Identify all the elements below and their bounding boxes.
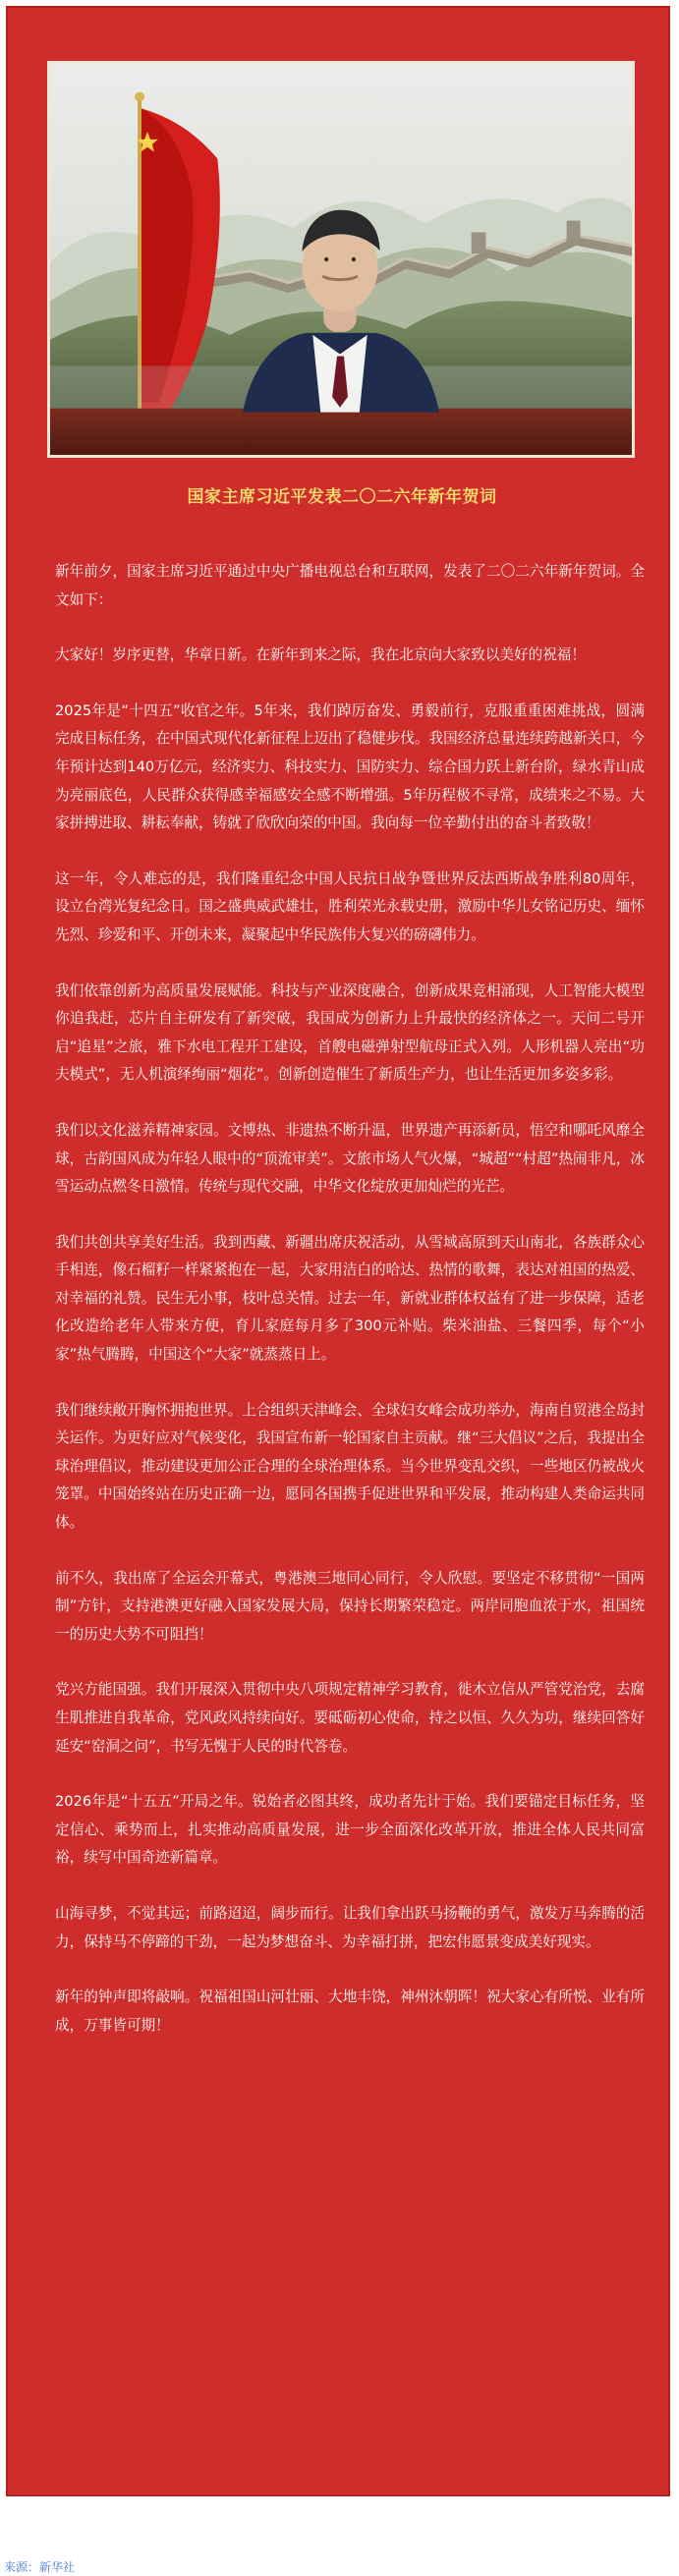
paragraph-11: 2026年是“十五五”开局之年。锐始者必图其终，成功者先计于始。我们要锚定目标任务，坚定信心、乘势而上，扎实推动高质量发展，进一步全面深化改革开放，推进全体人民共同富裕，续写中国奇迹新篇章。 — [55, 1793, 645, 1867]
paragraph-8: 我们继续敞开胸怀拥抱世界。上合组织天津峰会、全球妇女峰会成功举办，海南自贸港全岛封关运作。为更好应对气候变化，我国宣布新一轮国家自主贡献。继“三大倡议”之后，我提出全球治理倡议，推动建设更加公正合理的全球治理体系。当今世界变乱交织，一些地区仍被战火笼罩。中国始终站在历史正确一边，愿同各国携手促进世界和平发展，推动构建人类命运共同体。 — [55, 1401, 645, 1532]
paragraph-1: 新年前夕，国家主席习近平通过中央广播电视总台和互联网，发表了二〇二六年新年贺词。全文如下： — [55, 563, 645, 608]
paragraph-4: 这一年，令人难忘的是，我们隆重纪念中国人民抗日战争暨世界反法西斯战争胜利80周年，设立台湾光复纪念日。国之盛典威武雄壮，胜利荣光永载史册，激励中华儿女铭记历史、缅怀先烈、珍爱和平、开创未来，凝聚起中华民族伟大复兴的磅礴伟力。 — [55, 869, 645, 943]
paragraph-13: 新年的钟声即将敲响。祝福祖国山河壮丽、大地丰饶，神州沐朝晖！祝大家心有所悦、业有所成，万事皆可期！ — [55, 1988, 645, 2034]
paragraph-10: 党兴方能国强。我们开展深入贯彻中央八项规定精神学习教育，徙木立信从严管党治党，去腐生肌推进自我革命，党风政风持续向好。要砥砺初心使命，持之以恒、久久为功，继续回答好延安“窑洞之问”，书写无愧于人民的时代答卷。 — [55, 1681, 645, 1755]
article-title: 国家主席习近平发表二〇二六年新年贺词 — [187, 487, 497, 507]
article-body — [55, 558, 645, 2067]
paragraph-2: 大家好！岁序更替，华章日新。在新年到来之际，我在北京向大家致以美好的祝福！ — [55, 646, 586, 664]
photo-illustration — [50, 64, 632, 455]
paragraph-7: 我们共创共享美好生活。我到西藏、新疆出席庆祝活动，从雪域高原到天山南北，各族群众心手相连，像石榴籽一样紧紧抱在一起，大家用洁白的哈达、热情的歌舞，表达对祖国的热爱、对幸福的礼赞。民生无小事，枝叶总关情。过去一年，新就业群体权益有了进一步保障，适老化改造给老年人带来方便，育儿家庭每月多了300元补贴。柴米油盐、三餐四季，每个“小家”热气腾腾，中国这个“大家”就蒸蒸日上。 — [55, 1233, 645, 1364]
paragraph-3: 2025年是“十四五”收官之年。5年来，我们踔厉奋发、勇毅前行，克服重重困难挑战，圆满完成目标任务，在中国式现代化新征程上迈出了稳健步伐。我国经济总量连续跨越新关口，今年预计达到140万亿元，经济实力、科技实力、国防实力、综合国力跃上新台阶，绿水青山成为亮丽底色，人民群众获得感幸福感安全感不断增强。5年历程极不寻常，成绩来之不易。大家拼搏进取、耕耘奉献，铸就了欣欣向荣的中国。我向每一位辛勤付出的奋斗者致敬！ — [55, 701, 645, 832]
paragraph-12: 山海寻梦，不觉其远；前路迢迢，阔步而行。让我们拿出跃马扬鞭的勇气，激发万马奔腾的活力，保持马不停蹄的干劲，一起为梦想奋斗、为幸福打拼，把宏伟愿景变成美好现实。 — [55, 1904, 645, 1950]
paragraph-6: 我们以文化滋养精神家园。文博热、非遗热不断升温，世界遗产再添新员，悟空和哪吒风靡全球，古韵国风成为年轻人眼中的“顶流审美”。文旅市场人气火爆，“城超”“村超”热闹非凡，冰雪运动点燃冬日激情。传统与现代交融，中华文化绽放更加灿烂的光芒。 — [55, 1121, 645, 1196]
article-panel — [6, 6, 670, 2496]
paragraph-5: 我们依靠创新为高质量发展赋能。科技与产业深度融合，创新成果竞相涌现，人工智能大模型你追我赶，芯片自主研发有了新突破，我国成为创新力上升最快的经济体之一。天问二号开启“追星”之旅，雅下水电工程开工建设，首艘电磁弹射型航母正式入列。人形机器人亮出“功夫模式”，无人机演绎绚丽“烟花”。创新创造催生了新质生产力，也让生活更加多姿多彩。 — [55, 981, 645, 1084]
paragraph-9: 前不久，我出席了全运会开幕式，粤港澳三地同心同行，令人欣慰。要坚定不移贯彻“一国两制”方针，支持港澳更好融入国家发展大局，保持长期繁荣稳定。两岸同胞血浓于水，祖国统一的历史大势不可阻挡！ — [55, 1569, 645, 1643]
source-credit: 来源：新华社 — [4, 2560, 76, 2574]
featured-photo — [47, 61, 635, 458]
